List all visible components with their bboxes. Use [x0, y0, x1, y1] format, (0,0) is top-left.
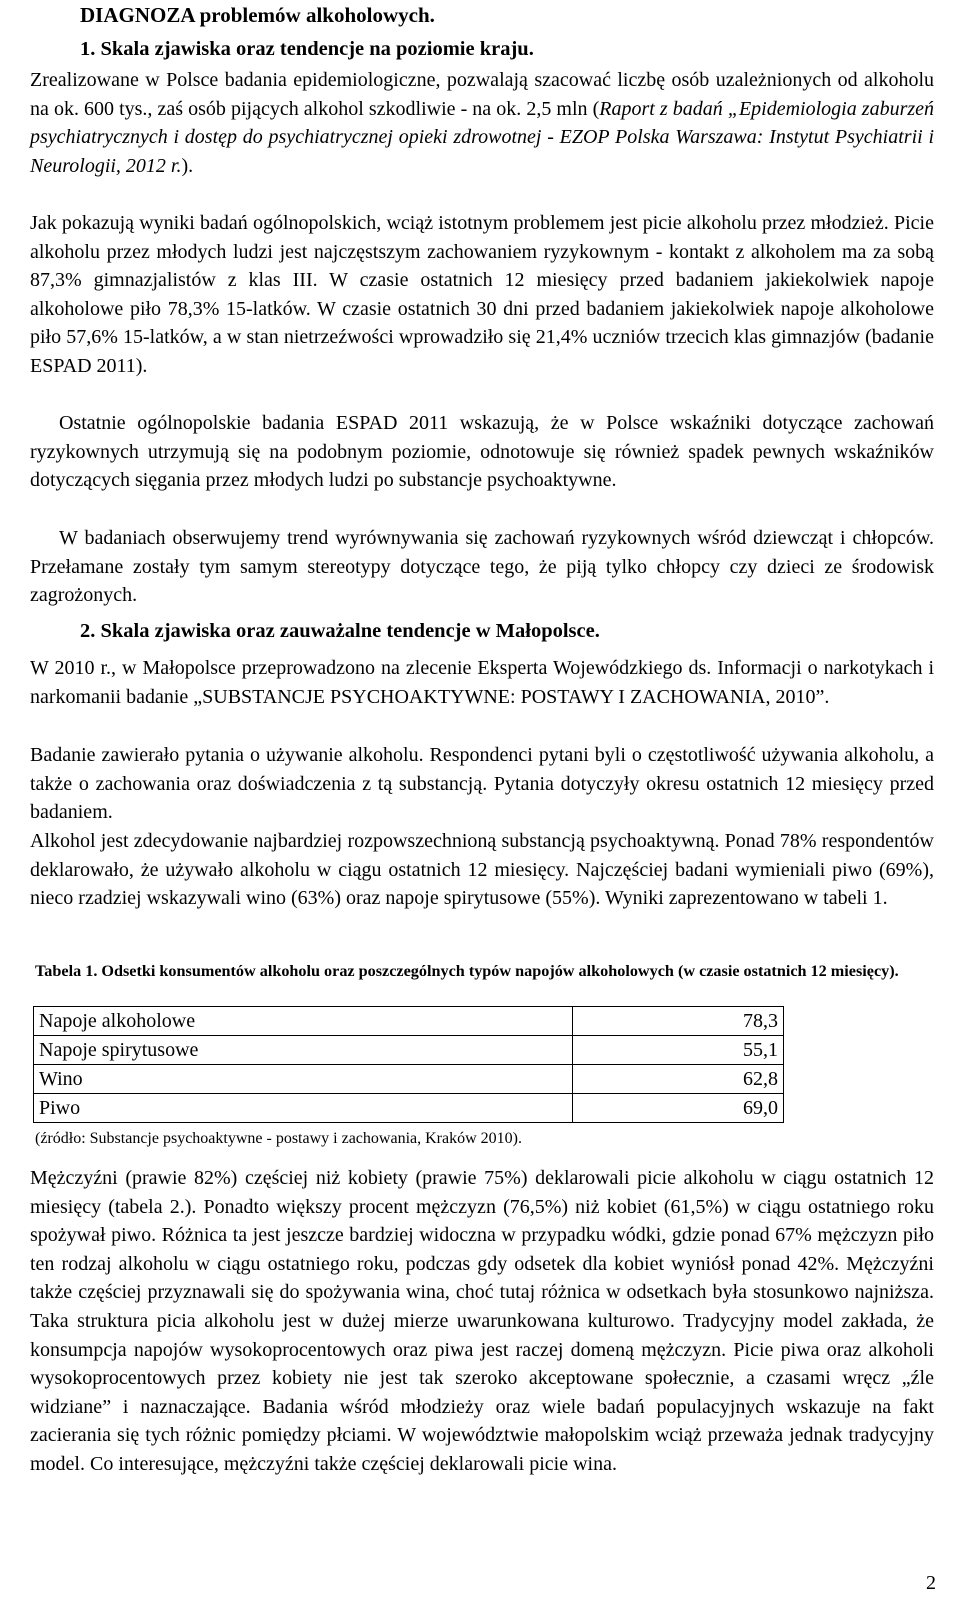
table-row: [34, 1007, 784, 1036]
table-cell-label: Napoje spirytusowe: [34, 1036, 573, 1065]
table-cell-value: 62,8: [573, 1065, 784, 1094]
paragraph-text: Zrealizowane w Polsce badania epidemiologiczne, pozwalają szacować liczbę osób uzależnionych od alkoholu na ok. 600 tys., zaś osób pijących alkohol szkodliwie - na ok. 2,5 mln (: [30, 69, 934, 120]
section-2-paragraph-1: W 2010 r., w Małopolsce przeprowadzono na zlecenie Eksperta Wojewódzkiego ds. Informacji o narkotykach i narkomanii badanie „SUBSTANCJE PSYCHOAKTYWNE: POSTAWY I ZACHOWANIA, 2010”.: [30, 657, 934, 708]
table-cell-value: 55,1: [573, 1036, 784, 1065]
section-1-heading: 1. Skala zjawiska oraz tendencje na poziomie kraju.: [80, 38, 534, 60]
report-citation: Raport z badań „Epidemiologia zaburzeń psychiatrycznych i dostęp do psychiatrycznej opieki zdrowotnej - EZOP Polska Warszawa: Instytut Psychiatrii i Neurologii, 2012 r.: [30, 97, 935, 177]
table-row: [34, 1036, 784, 1065]
table-source-note: (źródło: Substancje psychoaktywne - postawy i zachowania, Kraków 2010).: [35, 1130, 522, 1147]
table-cell-label: Napoje alkoholowe: [34, 1007, 573, 1036]
table-row: [34, 1065, 784, 1094]
section-1-paragraph-4: W badaniach obserwujemy trend wyrównywania się zachowań ryzykownych wśród dziewcząt i chłopców. Przełamane zostały tym samym stereotypy dotyczące tego, że piją tylko chłopcy czy dzieci ze środowisk zagrożonych.: [30, 527, 934, 607]
document-title: DIAGNOZA problemów alkoholowych.: [80, 3, 435, 27]
table-cell-label: Wino: [34, 1065, 573, 1094]
section-1-paragraph-3: Ostatnie ogólnopolskie badania ESPAD 2011 wskazują, że w Polsce wskaźniki dotyczące zachowań ryzykownych utrzymują się na podobnym poziomie, odnotowuje się również spadek pewnych wskaźników dotyczących sięgania przez młodych ludzi po substancje psychoaktywne.: [30, 412, 934, 492]
section-1-paragraph-2: Jak pokazują wyniki badań ogólnopolskich, wciąż istotnym problemem jest picie alkoholu przez młodzież. Picie alkoholu przez młodych ludzi jest najczęstszym zachowaniem ryzykownym - kontakt z alkoholem ma za sobą 87,3% gimnazjalistów z klas III. W czasie ostatnich 12 miesięcy przed badaniem jakiekolwiek napoje alkoholowe piło 78,3% 15-latków. W czasie ostatnich 30 dni przed badaniem jakiekolwiek napoje alkoholowe piło 57,6% 15-latków, a w stan nietrzeźwości wprowadziło się 21,4% uczniów trzecich klas gimnazjów (badanie ESPAD 2011).: [30, 212, 934, 377]
paragraph-text: ).: [181, 154, 194, 177]
section-2-paragraph-3: Alkohol jest zdecydowanie najbardziej rozpowszechnioną substancją psychoaktywną. Ponad 78% respondentów deklarowało, że używało alkoholu w ciągu ostatnich 12 miesięcy. Najczęściej badani wymieniali piwo (69%), nieco rzadziej wskazywali wino (63%) oraz napoje spirytusowe (55%). Wyniki zaprezentowano w tabeli 1.: [30, 830, 934, 910]
section-2-heading: 2. Skala zjawiska oraz zauważalne tendencje w Małopolsce.: [80, 620, 600, 642]
table-caption: Tabela 1. Odsetki konsumentów alkoholu oraz poszczególnych typów napojów alkoholowych (w czasie ostatnich 12 miesięcy).: [35, 962, 899, 980]
page-number: 2: [926, 1572, 936, 1594]
table-cell-value: 69,0: [573, 1094, 784, 1123]
section-2-paragraph-4: Mężczyźni (prawie 82%) częściej niż kobiety (prawie 75%) deklarowali picie alkoholu w ciągu ostatnich 12 miesięcy (tabela 2.). Ponadto większy procent mężczyzn (76,5%) niż kobiet (61,5%) w ciągu ostatniego roku spożywał piwo. Różnica ta jest jeszcze bardziej widoczna w przypadku wódki, gdzie ponad 67% mężczyzn piło ten rodzaj alkoholu w ciągu ostatniego roku, podczas gdy odsetek dla kobiet wyniósł ponad 42%. Mężczyźni także częściej przyznawali się do spożywania wina, choć tutaj różnica w odsetkach była stosunkowo najniższa. Taka struktura picia alkoholu jest w dużej mierze uwarunkowana kulturowo. Tradycyjny model zakłada, że konsumpcja napojów wysokoprocentowych oraz piwa jest raczej domeną mężczyzn. Picie piwa oraz alkoholi wysokoprocentowych przez kobiety nie jest tak szeroko akceptowane społecznie, a czasami wręcz „źle widziane” i naznaczające. Badania wśród młodzieży oraz wiele badań populacyjnych wskazuje na fakt zacierania się tych różnic pomiędzy płciami. W województwie małopolskim wciąż przeważa jednak tradycyjny model. Co interesujące, mężczyźni także częściej deklarowali picie wina.: [30, 1167, 934, 1475]
table-cell-value: 78,3: [573, 1007, 784, 1036]
section-1-paragraph-1: [30, 66, 934, 180]
table-row: [34, 1094, 784, 1123]
alcohol-consumers-table: [33, 1006, 784, 1123]
section-2-paragraph-2: Badanie zawierało pytania o używanie alkoholu. Respondenci pytani byli o częstotliwość używania alkoholu, a także o zachowania oraz doświadczenia z tą substancją. Pytania dotyczyły okresu ostatnich 12 miesięcy przed badaniem.: [30, 744, 934, 824]
table-cell-label: Piwo: [34, 1094, 573, 1123]
